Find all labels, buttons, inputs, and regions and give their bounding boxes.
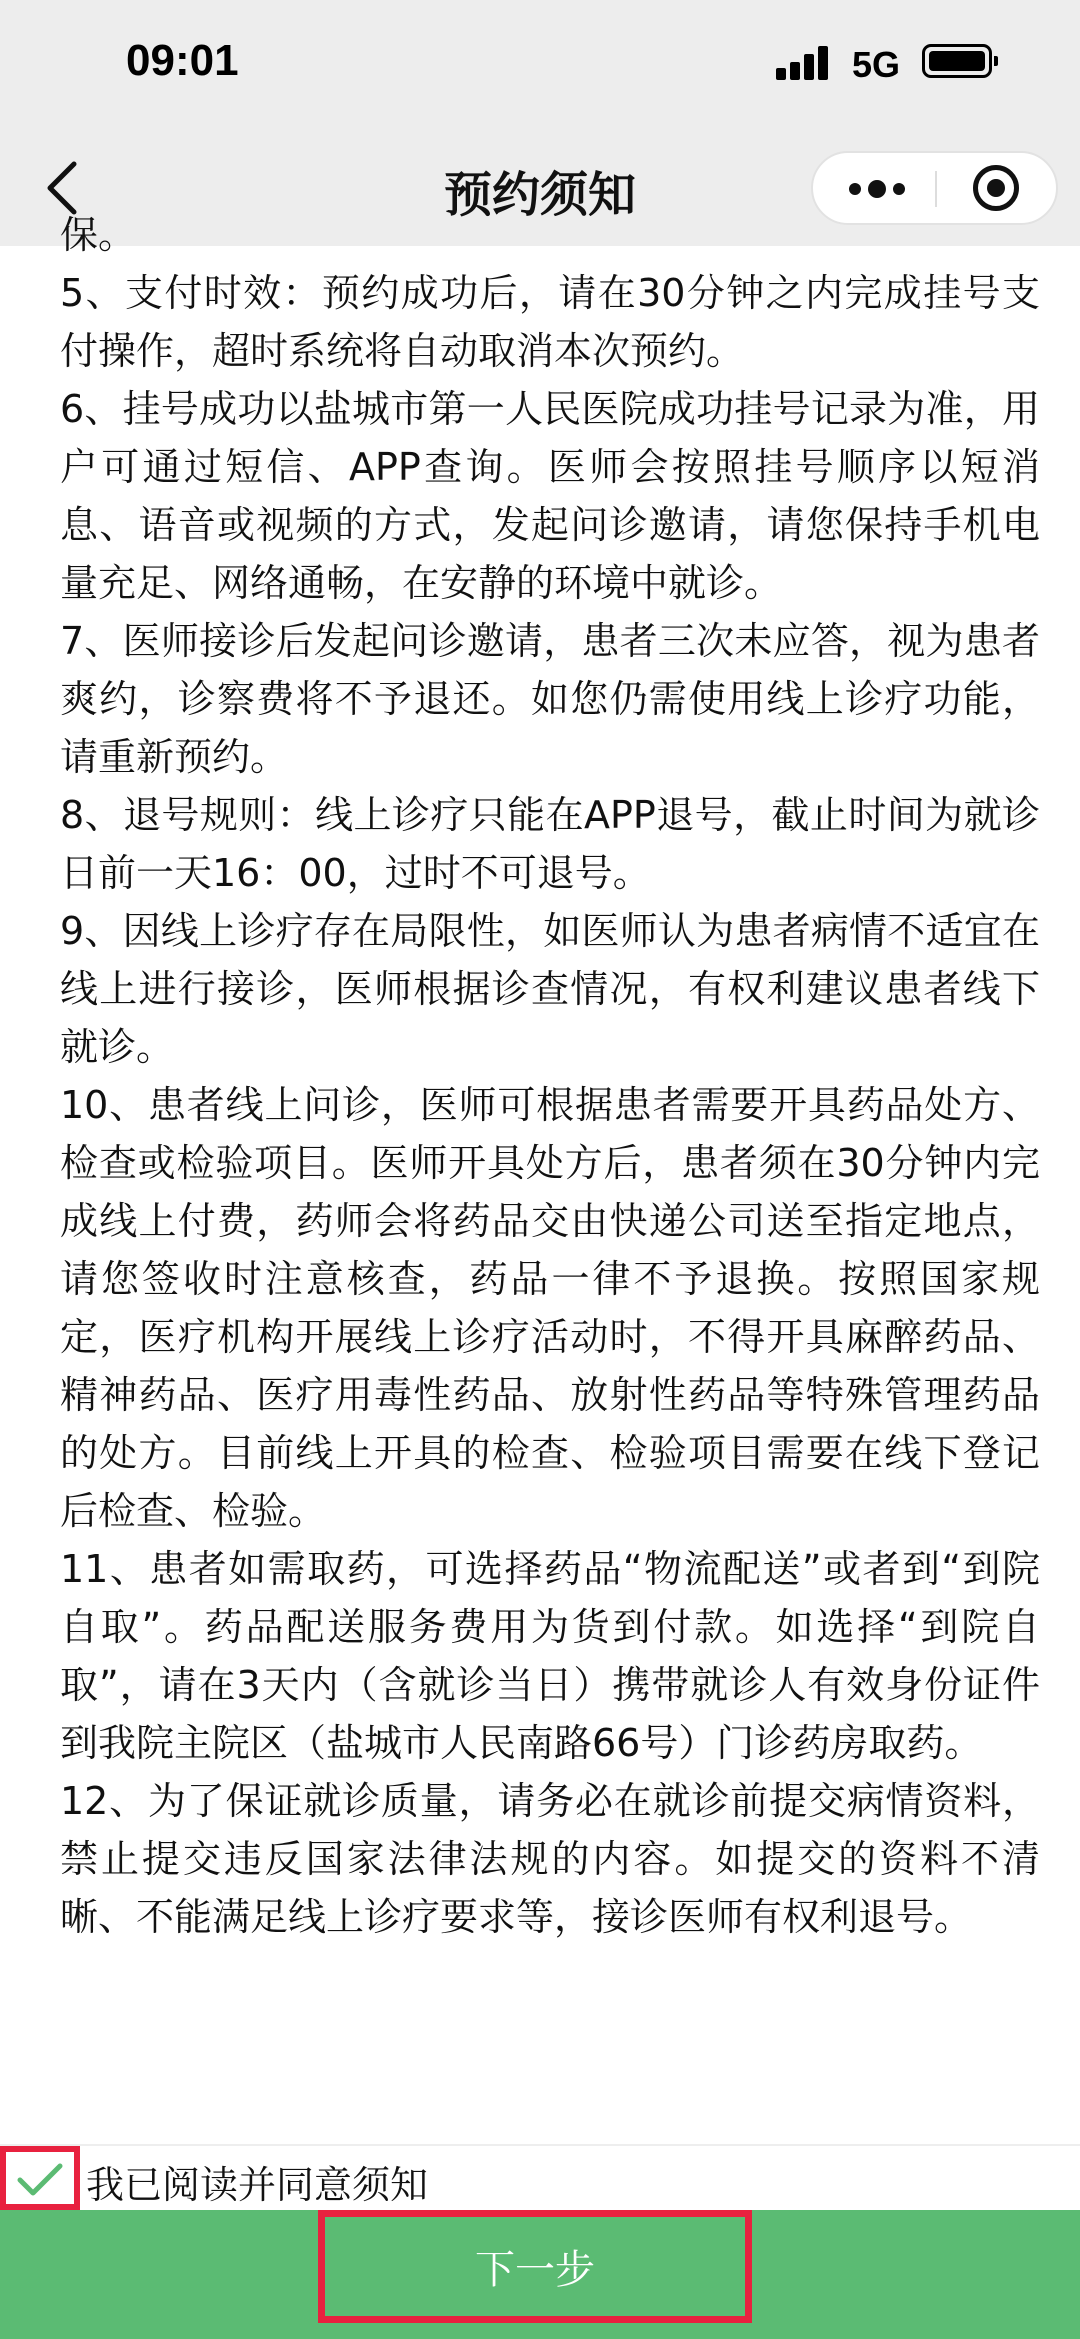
notice-text xyxy=(60,206,1040,1946)
rule-item: 10、患者线上问诊，医师可根据患者需要开具药品处方、检查或检验项目。医师开具处方后，患者须在30分钟内完成线上付费，药师会将药品交由快递公司送至指定地点，请您签收时注意核查，药品一律不予退换。按照国家规定，医疗机构开展线上诊疗活动时，不得开具麻醉药品、精神药品、医疗用毒性药品、放射性药品等特殊管理药品的处方。目前线上开具的检查、检验项目需要在线下登记后检查、检验。 xyxy=(60,1083,1040,1533)
notice-content[interactable] xyxy=(0,213,1080,2144)
capsule-divider xyxy=(935,171,937,207)
more-icon[interactable] xyxy=(849,177,905,201)
rule-item: 8、退号规则：线上诊疗只能在APP退号，截止时间为就诊日前一天16：00，过时不可退号。 xyxy=(60,793,1040,895)
rule-item: 12、为了保证就诊质量，请务必在就诊前提交病情资料，禁止提交违反国家法律法规的内容。如提交的资料不清晰、不能满足线上诊疗要求等，接诊医师有权利退号。 xyxy=(60,1779,1040,1939)
agreement-row xyxy=(0,2144,1080,2212)
status-bar xyxy=(0,0,1080,130)
rule-fragment: 保。 xyxy=(60,213,137,257)
network-label: 5G xyxy=(852,44,901,85)
battery-icon xyxy=(922,44,992,78)
checkmark-icon xyxy=(16,2160,64,2200)
rule-item: 6、挂号成功以盐城市第一人民医院成功挂号记录为准，用户可通过短信、APP查询。医师会按照挂号顺序以短消息、语音或视频的方式，发起问诊邀请，请您保持手机电量充足、网络通畅，在安静的环境中就诊。 xyxy=(60,387,1040,605)
next-step-button[interactable]: 下一步 xyxy=(318,2210,752,2323)
agree-label[interactable]: 我已阅读并同意须知 xyxy=(86,2163,429,2207)
rule-item: 11、患者如需取药，可选择药品“物流配送”或者到“到院自取”。药品配送服务费用为货到付款。如选择“到院自取”，请在3天内（含就诊当日）携带就诊人有效身份证件到我院主院区（盐城市人民南路66号）门诊药房取药。 xyxy=(60,1547,1040,1765)
agree-checkbox[interactable] xyxy=(0,2146,80,2210)
signal-icon xyxy=(776,44,836,80)
rule-item: 7、医师接诊后发起问诊邀请，患者三次未应答，视为患者爽约，诊察费将不予退还。如您仍需使用线上诊疗功能，请重新预约。 xyxy=(60,619,1040,779)
rule-item: 9、因线上诊疗存在局限性，如医师认为患者病情不适宜在线上进行接诊，医师根据诊查情况，有权利建议患者线下就诊。 xyxy=(60,909,1040,1069)
rule-item: 5、支付时效：预约成功后，请在30分钟之内完成挂号支付操作，超时系统将自动取消本次预约。 xyxy=(60,271,1040,373)
page-title: 预约须知 xyxy=(443,167,636,223)
status-time: 09:01 xyxy=(126,36,239,85)
close-mini-program-icon[interactable] xyxy=(973,165,1019,211)
